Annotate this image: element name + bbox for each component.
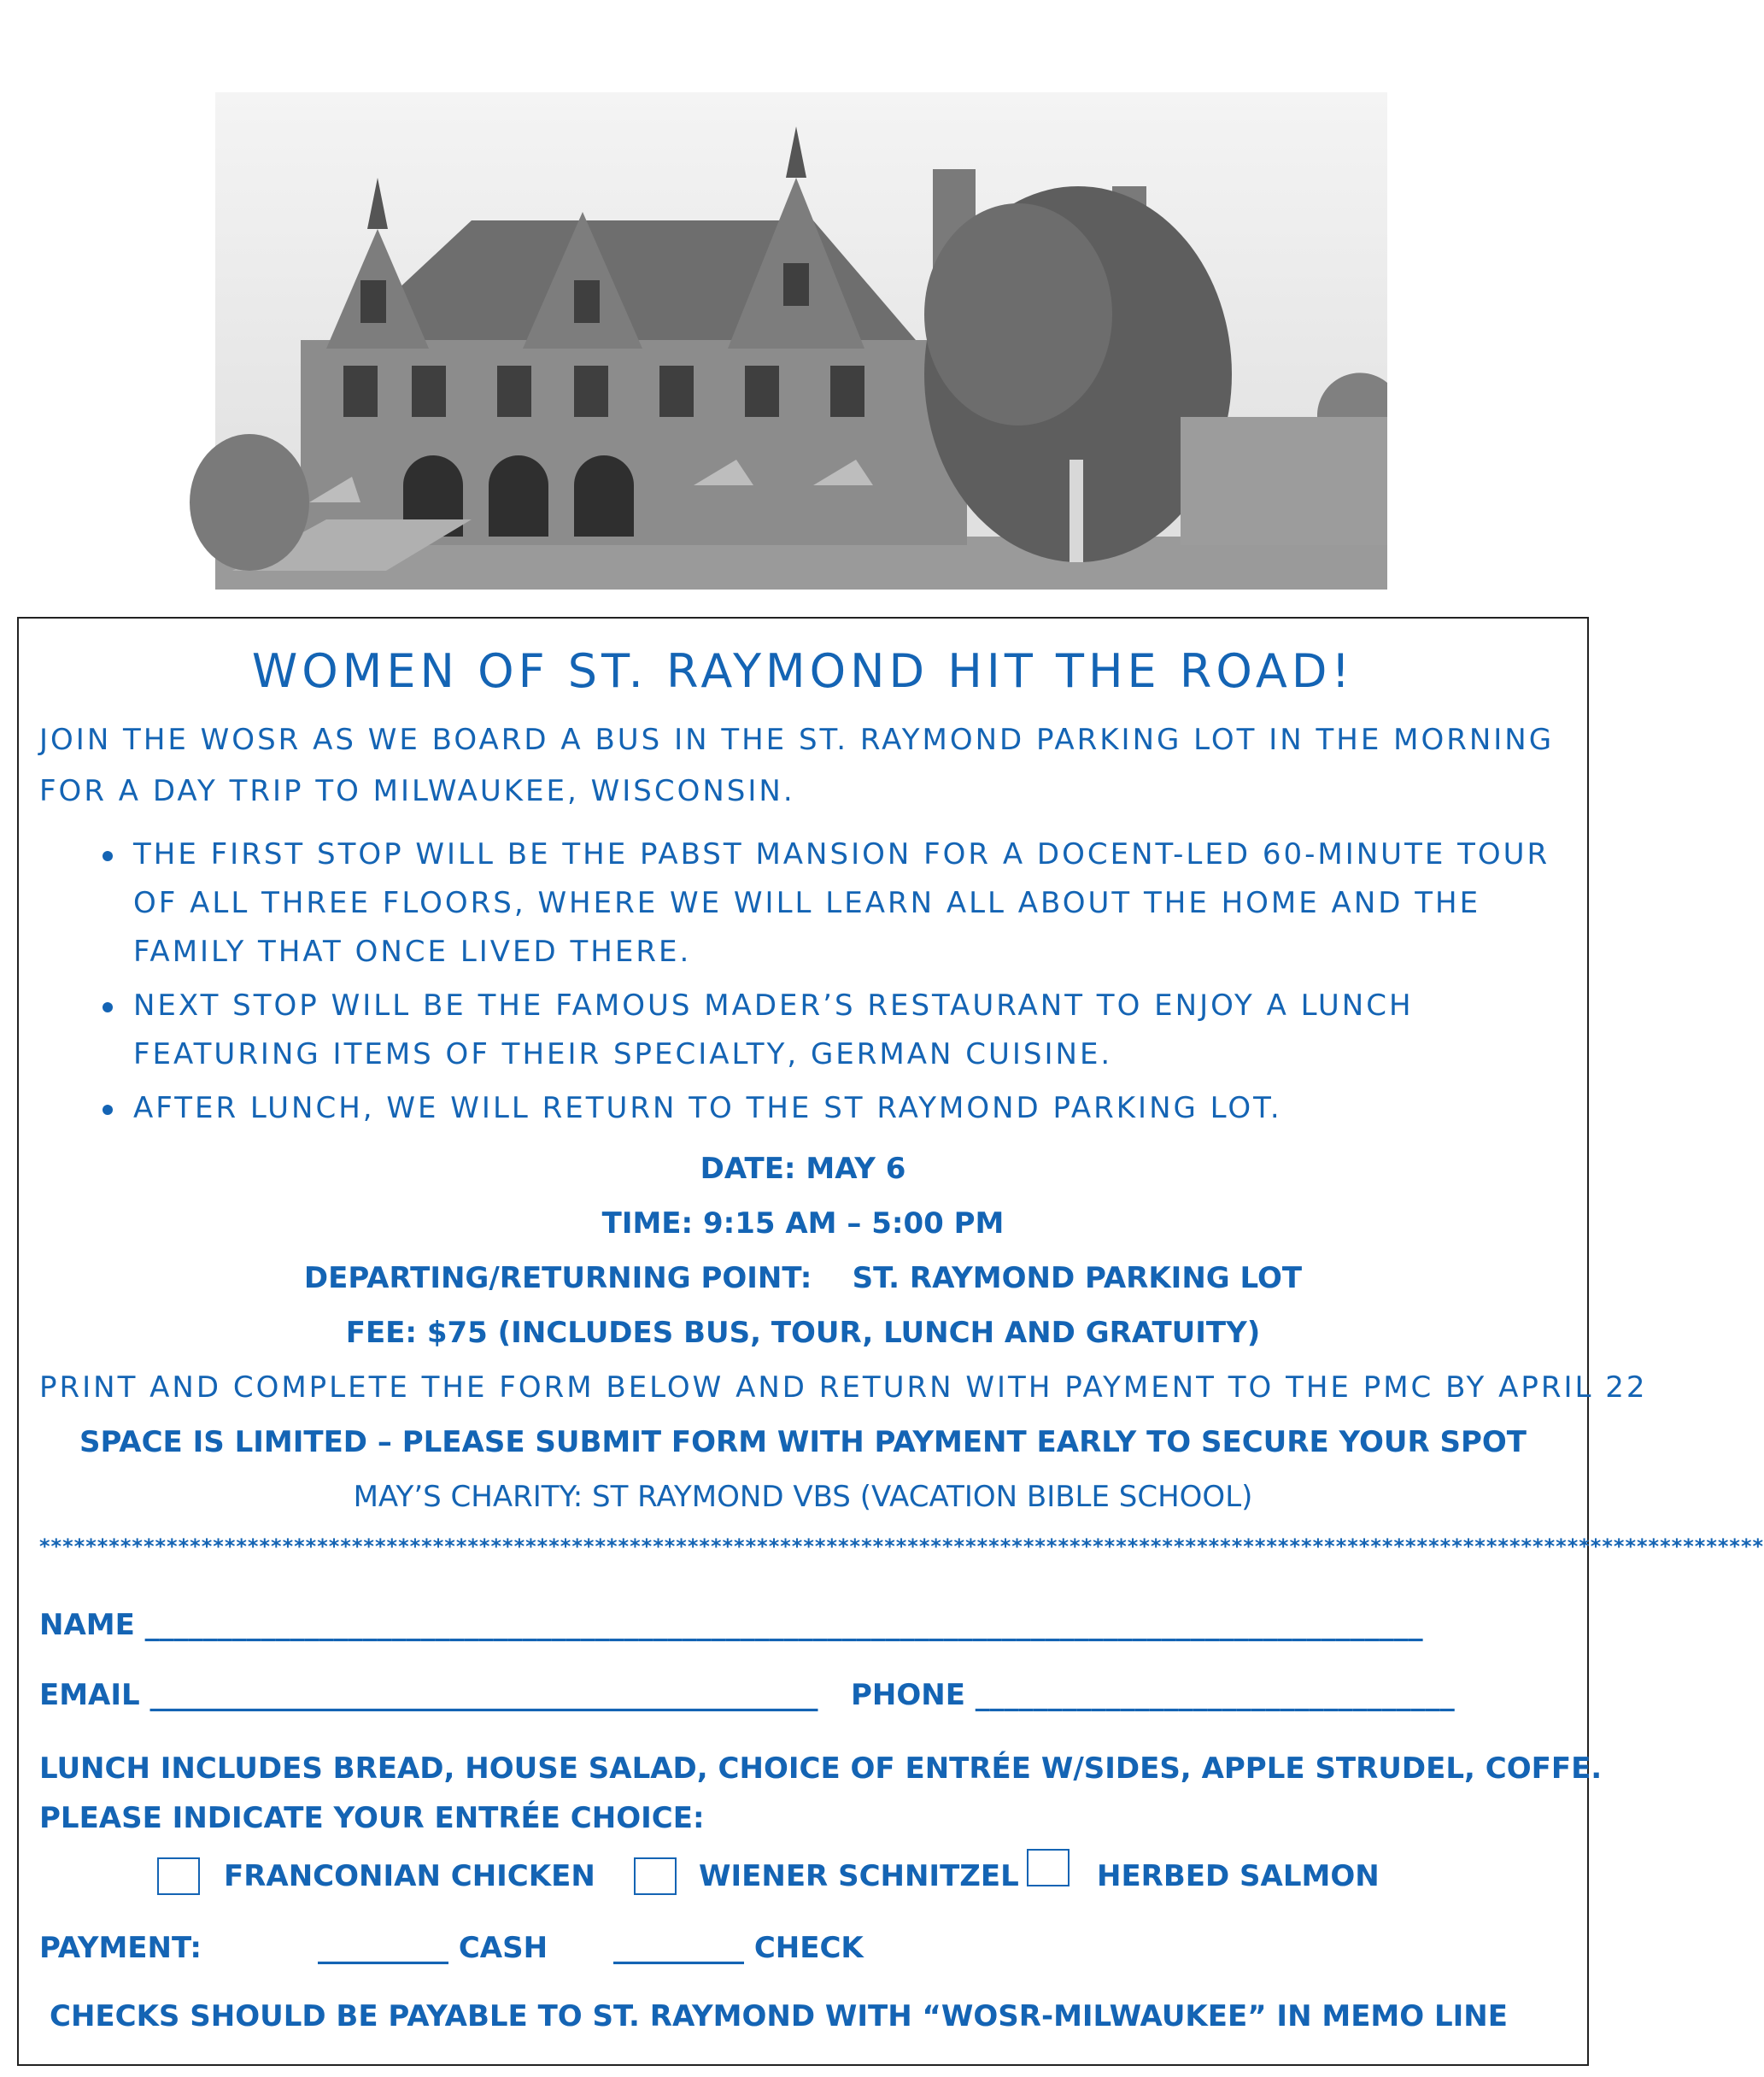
intro-text: JOIN THE WOSR AS WE BOARD A BUS IN THE ST. RAYMOND PARKING LOT IN THE MORNING FOR A DAY TRIP TO MILWAUKEE, WISCONSIN. <box>39 723 1555 808</box>
payment-check-option[interactable]: _________ CHECK <box>613 1931 864 1965</box>
checks-payable-note: CHECKS SHOULD BE PAYABLE TO ST. RAYMOND WITH “WOSR-MILWAUKEE” IN MEMO LINE <box>50 1999 1508 2033</box>
flyer-panel <box>17 617 1764 2066</box>
checkbox-herbed-salmon[interactable] <box>1027 1849 1070 1886</box>
itinerary-item-restaurant: NEXT STOP WILL BE THE FAMOUS MADER’S RESTAURANT TO ENJOY A LUNCH FEATURING ITEMS OF THEIR SPECIALTY, GERMAN CUISINE. <box>39 982 1570 1079</box>
itinerary-item-mansion: THE FIRST STOP WILL BE THE PABST MANSION FOR A DOCENT-LED 60-MINUTE TOUR OF ALL THREE FLOORS, WHERE WE WILL LEARN ALL ABOUT THE HOME AND THE FAMILY THAT ONCE LIVED THERE. <box>39 830 1570 977</box>
page-title: WOMEN OF ST. RAYMOND HIT THE ROAD! <box>251 644 1355 698</box>
space-limited-note: SPACE IS LIMITED – PLEASE SUBMIT FORM WITH PAYMENT EARLY TO SECURE YOUR SPOT <box>79 1425 1527 1459</box>
checkbox-franconian-chicken[interactable] <box>157 1857 200 1895</box>
mansion-illustration <box>215 92 1387 590</box>
itinerary-list <box>39 830 1570 1138</box>
phone-field[interactable]: PHONE _________________________________ <box>851 1678 1455 1712</box>
monthly-charity: MAY’S CHARITY: ST RAYMOND VBS (VACATION BIBLE SCHOOL) <box>353 1480 1253 1514</box>
divider: ***************************************************************************************************************************************************** <box>39 1534 1764 1558</box>
entree-label-wiener-schnitzel: WIENER SCHNITZEL <box>699 1859 1019 1893</box>
entree-label-franconian-chicken: FRANCONIAN CHICKEN <box>224 1859 595 1893</box>
event-date: DATE: MAY 6 <box>700 1152 906 1186</box>
mansion-photo <box>215 92 1387 590</box>
payment-label: PAYMENT: <box>39 1931 202 1965</box>
event-fee: FEE: $75 (INCLUDES BUS, TOUR, LUNCH AND GRATUITY) <box>345 1316 1261 1350</box>
name-field[interactable]: NAME ________________________________________________________________________________________ <box>39 1608 1423 1642</box>
payment-cash-option[interactable]: _________ CASH <box>318 1931 548 1965</box>
checkbox-wiener-schnitzel[interactable] <box>634 1857 677 1895</box>
event-time: TIME: 9:15 AM – 5:00 PM <box>601 1206 1005 1241</box>
email-field[interactable]: EMAIL ______________________________________________ <box>39 1678 818 1712</box>
departing-point: DEPARTING/RETURNING POINT: ST. RAYMOND PARKING LOT <box>303 1261 1303 1295</box>
entree-instruction: PLEASE INDICATE YOUR ENTRÉE CHOICE: <box>39 1801 705 1835</box>
print-instructions: PRINT AND COMPLETE THE FORM BELOW AND RETURN WITH PAYMENT TO THE PMC BY APRIL 22 <box>39 1370 1648 1405</box>
itinerary-item-return: AFTER LUNCH, WE WILL RETURN TO THE ST RAYMOND PARKING LOT. <box>39 1084 1570 1133</box>
entree-label-herbed-salmon: HERBED SALMON <box>1097 1859 1380 1893</box>
lunch-description: LUNCH INCLUDES BREAD, HOUSE SALAD, CHOICE OF ENTRÉE W/SIDES, APPLE STRUDEL, COFFE. <box>39 1751 1603 1786</box>
